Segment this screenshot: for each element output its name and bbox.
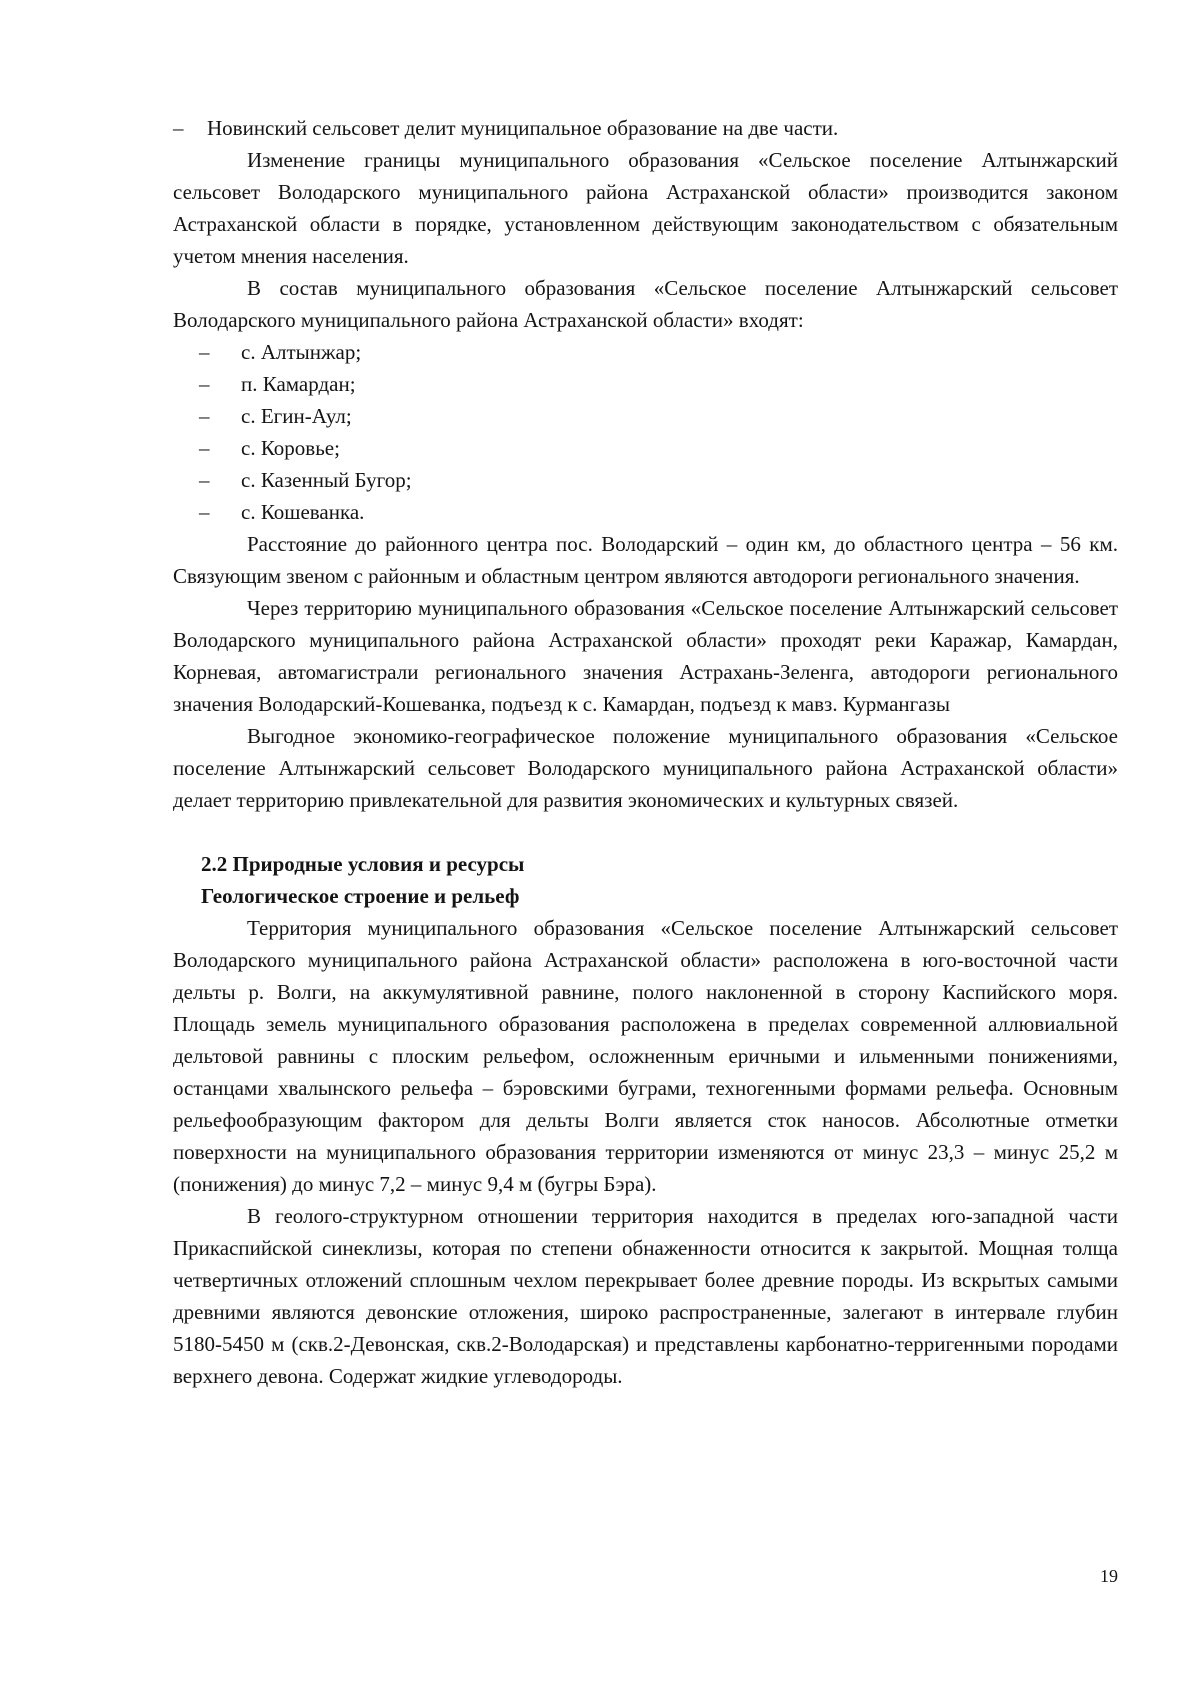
page-number: 19: [1100, 1566, 1118, 1586]
list-dash: –: [199, 404, 210, 428]
list-item-text: п. Камардан;: [241, 372, 356, 396]
paragraph-relief: Территория муниципального образования «Сельское поселение Алтынжарский сельсовет Володарского муниципального района Астраханской области» расположена в юго-восточной части дельты р. Волги, на аккумулятивной равнине, полого наклоненной в сторону Каспийского моря. Площадь земель муниципального образования расположена в пределах современной аллювиальной дельтовой равнины с плоским рельефом, осложненным еричными и ильменными понижениями, останцами хвалынского рельефа – бэровскими буграми, техногенными формами рельефа. Основным рельефообразующим фактором для дельты Волги является сток наносов. Абсолютные отметки поверхности на муниципального образования территории изменяются от минус 23,3 – минус 25,2 м (понижения) до минус 7,2 – минус 9,4 м (бугры Бэра).: [173, 916, 1118, 1196]
list-item: [173, 336, 1118, 368]
paragraph-composition: В состав муниципального образования «Сельское поселение Алтынжарский сельсовет Володарского муниципального района Астраханской области» входят:: [173, 276, 1118, 332]
document-page: [173, 112, 1118, 1392]
list-dash: –: [199, 468, 210, 492]
paragraph-rivers-roads: Через территорию муниципального образования «Сельское поселение Алтынжарский сельсовет Володарского муниципального района Астраханской области» проходят реки Каражар, Камардан, Корневая, автомагистрали регионального значения Астрахань-Зеленга, автодороги регионального значения Володарский-Кошеванка, подъезд к с. Камардан, подъезд к мавз. Курмангазы: [173, 596, 1118, 716]
list-item: [173, 400, 1118, 432]
paragraph-geology: В геолого-структурном отношении территория находится в пределах юго-западной части Прикаспийской синеклизы, которая по степени обнаженности относится к закрытой. Мощная толща четвертичных отложений сплошным чехлом перекрывает более древние породы. Из вскрытых самыми древними являются девонские отложения, широко распространенные, залегают в интервале глубин 5180-5450 м (скв.2-Девонская, скв.2-Володарская) и представлены карбонатно-терригенными породами верхнего девона. Содержат жидкие углеводороды.: [173, 1204, 1118, 1388]
list-item-novinsky: [173, 112, 1118, 144]
localities-list: [173, 336, 1118, 528]
list-item: [173, 464, 1118, 496]
list-dash: –: [173, 116, 184, 140]
list-item-text: с. Егин-Аул;: [241, 404, 352, 428]
list-item: [173, 432, 1118, 464]
paragraph-distance: Расстояние до районного центра пос. Володарский – один км, до областного центра – 56 км. Связующим звеном с районным и областным центром являются автодороги регионального значения.: [173, 532, 1118, 588]
paragraph-economic-position: Выгодное экономико-географическое положение муниципального образования «Сельское поселение Алтынжарский сельсовет Володарского муниципального района Астраханской области» делает территорию привлекательной для развития экономических и культурных связей.: [173, 724, 1118, 812]
list-dash: –: [199, 372, 210, 396]
list-dash: –: [199, 500, 210, 524]
paragraph-boundary-change: Изменение границы муниципального образования «Сельское поселение Алтынжарский сельсовет Володарского муниципального района Астраханской области» производится законом Астраханской области в порядке, установленном действующим законодательством с обязательным учетом мнения населения.: [173, 148, 1118, 268]
list-item: [173, 368, 1118, 400]
list-item: [173, 496, 1118, 528]
list-item-text: Новинский сельсовет делит муниципальное образование на две части.: [207, 116, 839, 140]
subsection-title: Геологическое строение и рельеф: [201, 884, 520, 908]
list-item-text: с. Алтынжар;: [241, 340, 362, 364]
list-dash: –: [199, 340, 210, 364]
list-item-text: с. Коровье;: [241, 436, 340, 460]
section-title: 2.2 Природные условия и ресурсы: [201, 852, 525, 876]
list-dash: –: [199, 436, 210, 460]
section-spacer: [173, 816, 1118, 848]
list-item-text: с. Казенный Бугор;: [241, 468, 412, 492]
list-item-text: с. Кошеванка.: [241, 500, 365, 524]
